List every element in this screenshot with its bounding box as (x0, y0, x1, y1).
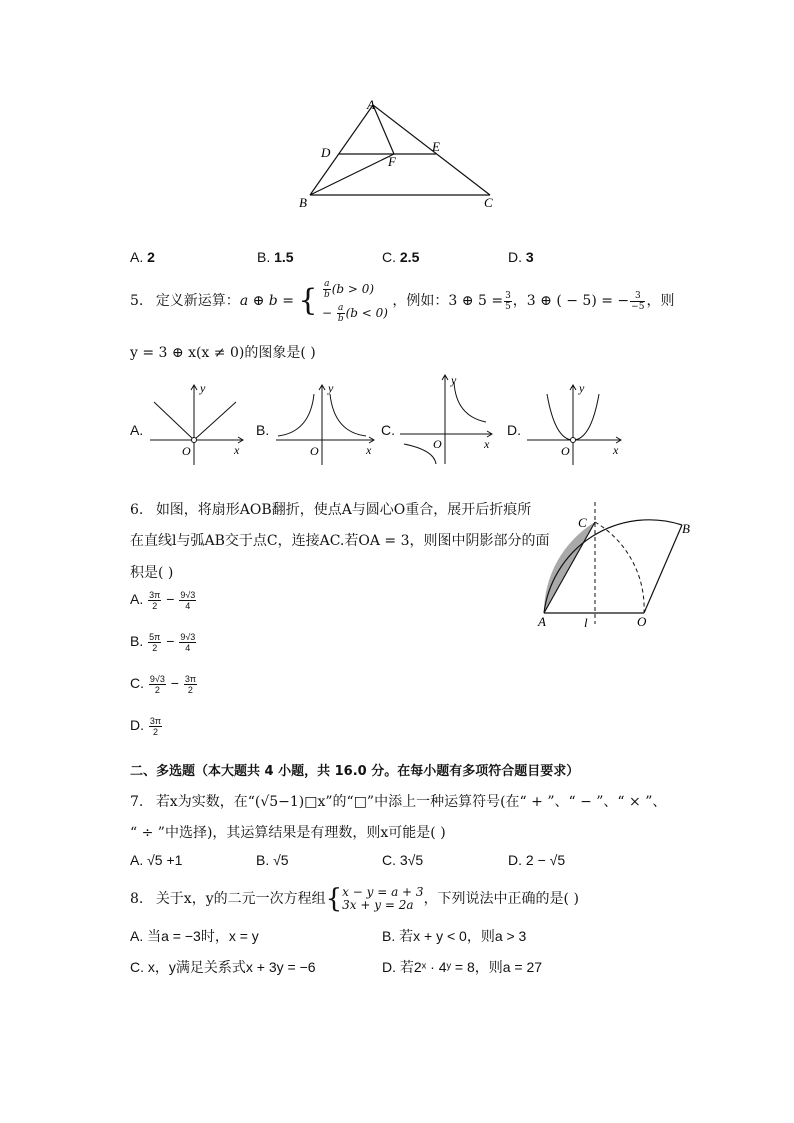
q7-opt-a-label: A. (130, 852, 144, 868)
svg-text:y: y (328, 381, 334, 395)
q4-opt-c-value: 2.5 (399, 249, 420, 265)
q4-opt-c-label: C. (382, 249, 396, 265)
q7-opt-c-label: C. (382, 852, 396, 868)
svg-text:x: x (234, 443, 240, 457)
q6-option-d: D. $\frac{3\pi}{2}$ (130, 716, 162, 737)
q6-number: 6. (130, 502, 144, 518)
triangle-figure (290, 95, 500, 215)
q8-system (342, 886, 423, 912)
q5-example-end: ，则 (646, 293, 675, 309)
q8-opt-c: C. x，y满足关系式x + 3y = −6 (130, 959, 316, 975)
svg-text:x: x (484, 437, 490, 451)
q5-example-mid: ，3 ⊕ ( − 5) = − (512, 293, 630, 309)
q5-brace: { (298, 283, 318, 318)
q8-eq2: 3x + y = 2a (342, 898, 414, 912)
label-E: E (432, 139, 440, 154)
svg-text:l: l (584, 615, 588, 630)
q5-graph-a (148, 380, 248, 465)
q7-number: 7. (130, 794, 144, 810)
svg-text:O: O (433, 437, 442, 451)
q7-opt-a-value: √5 +1 (147, 852, 183, 868)
q6-option-c: C. $\frac{9√3}{2}$ − $\frac{3\pi}{2}$ (130, 674, 197, 695)
q5-stem: 5. 定义新运算：a ⊕ b = { $\frac{a}{b}$ (b > 0) − $\frac{a}{b}$ (b < 0) ，例如：3 ⊕ 5 = $\frac{3}{5}$ ，3 ⊕ ( − 5) = − $\frac{3}{-5}$ ，则 (130, 279, 675, 324)
q5-example-pre: ，例如：3 ⊕ 5 = (392, 293, 504, 309)
q7-line1 (130, 791, 666, 811)
q5-opt-c-label: C. (381, 422, 395, 438)
q8-stem (130, 884, 579, 914)
q4-opt-d-label: D. (508, 249, 522, 265)
q5-cases: $\frac{a}{b}$ (b > 0) − $\frac{a}{b}$ (b < 0) (321, 279, 388, 324)
q7-opt-b-value: √5 (273, 852, 289, 868)
svg-text:O: O (310, 444, 319, 458)
q7-opt-b-label: B. (256, 852, 270, 868)
svg-text:B: B (682, 521, 690, 536)
q6-line3: 积是( ) (130, 565, 174, 581)
svg-text:y: y (451, 373, 457, 387)
q6-option-b: B. $\frac{5\pi}{2}$ − $\frac{9√3}{4}$ (130, 632, 196, 653)
q6-line1 (130, 499, 531, 519)
q7-opt-d-value: 2 − √5 (525, 852, 566, 868)
svg-text:O: O (637, 614, 647, 629)
q5-number: 5. (130, 293, 144, 309)
svg-text:O: O (182, 444, 191, 458)
q4-opt-d-value: 3 (525, 249, 534, 265)
q5-graph-c (398, 372, 496, 467)
q5-graph-b (274, 380, 379, 465)
q6-text-1: 如图，将扇形AOB翻折，使点A与圆心O重合，展开后折痕所 (155, 502, 532, 518)
label-A: A (367, 97, 375, 112)
q6-option-a: A. $\frac{3\pi}{2}$ − $\frac{9√3}{4}$ (130, 590, 196, 611)
q5-line2: y = 3 ⊕ x(x ≠ 0)的图象是( ) (130, 345, 316, 361)
q5-text-pre: 定义新运算： (155, 293, 240, 309)
q7-opt-d-label: D. (508, 852, 522, 868)
q8-number: 8. (130, 891, 144, 907)
svg-text:y: y (200, 381, 206, 395)
q4-opt-a-label: A. (130, 249, 144, 265)
q5-opt-a-label: A. (130, 422, 144, 438)
q5-opt-d-label: D. (507, 422, 521, 438)
q8-brace: { (325, 884, 343, 914)
svg-text:O: O (561, 444, 570, 458)
q7-line2: “ ÷ ”中选择)，其运算结果是有理数，则x可能是( ) (130, 825, 446, 841)
q7-text-1: 若x为实数，在“(√5−1)□x”的“□”中添上一种运算符号(在“ + ”、“ − ”、“ × ”、 (155, 794, 667, 810)
label-B: B (299, 195, 307, 210)
label-C: C (484, 195, 493, 210)
q5-graph-d (525, 380, 625, 465)
q4-opt-b-label: B. (257, 249, 271, 265)
svg-text:A: A (538, 614, 546, 629)
q8-text-pre: 关于x，y的二元一次方程组 (155, 891, 326, 907)
q5-opt-b-label: B. (256, 422, 270, 438)
sector-figure (532, 498, 702, 633)
q4-opt-b-value: 1.5 (274, 249, 294, 265)
q4-opt-a-value: 2 (147, 249, 155, 265)
svg-text:y: y (579, 381, 585, 395)
q8-opt-d: D. 若2ˣ · 4ʸ = 8，则a = 27 (382, 959, 543, 975)
label-F: F (388, 154, 396, 169)
q6-line2: 在直线l与弧AB交于点C，连接AC.若OA = 3，则图中阴影部分的面 (130, 533, 550, 549)
q8-text-post: ，下列说法中正确的是( ) (423, 891, 579, 907)
q8-eq1: x − y = a + 3 (342, 885, 424, 899)
svg-text:x: x (366, 443, 372, 457)
svg-text:x: x (613, 443, 619, 457)
q8-opt-a: A. 当a = −3时，x = y (130, 928, 259, 944)
q8-opt-b: B. 若x + y < 0，则a > 3 (382, 928, 527, 944)
svg-text:C: C (578, 515, 587, 530)
q7-opt-c-value: 3√5 (399, 852, 424, 868)
section-2-title: 二、多选题（本大题共 4 小题，共 16.0 分。在每小题有多项符合题目要求） (130, 764, 580, 779)
label-D: D (321, 145, 331, 160)
q5-def-lhs: a ⊕ b = (239, 293, 294, 309)
